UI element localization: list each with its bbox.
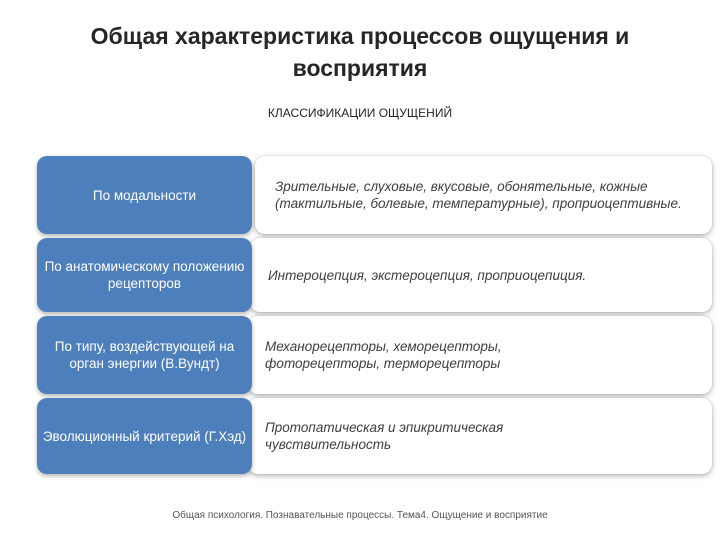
category-box: По анатомическому положению рецепторов: [37, 238, 252, 312]
page-title: Общая характеристика процессов ощущения и восприятия: [90, 23, 630, 81]
classification-row: [0, 316, 720, 394]
classification-row: [0, 398, 720, 474]
classification-row: [0, 156, 720, 234]
category-box: По модальности: [37, 156, 252, 234]
description-text: Протопатическая и эпикритическая чувствительность: [265, 420, 504, 452]
category-box: Эволюционный критерий (Г.Хэд): [37, 398, 252, 474]
description-text: Интероцепция, экстероцепция, проприоцепиция.: [268, 267, 587, 283]
category-box: По типу, воздействующей на орган энергии (В.Вундт): [37, 316, 252, 394]
description-text: Механорецепторы, хеморецепторы, фоторецепторы, терморецепторы: [265, 339, 502, 371]
classification-row: [0, 238, 720, 312]
diagram-subtitle: КЛАССИФИКАЦИИ ОЩУЩЕНИЙ: [267, 106, 453, 120]
footer-caption: Общая психология. Познавательные процессы. Тема4. Ощущение и восприятие: [172, 510, 548, 521]
description-text: Зрительные, слуховые, вкусовые, обонятельные, кожные (тактильные, болевые, температурные), проприоцептивные.: [275, 179, 682, 211]
